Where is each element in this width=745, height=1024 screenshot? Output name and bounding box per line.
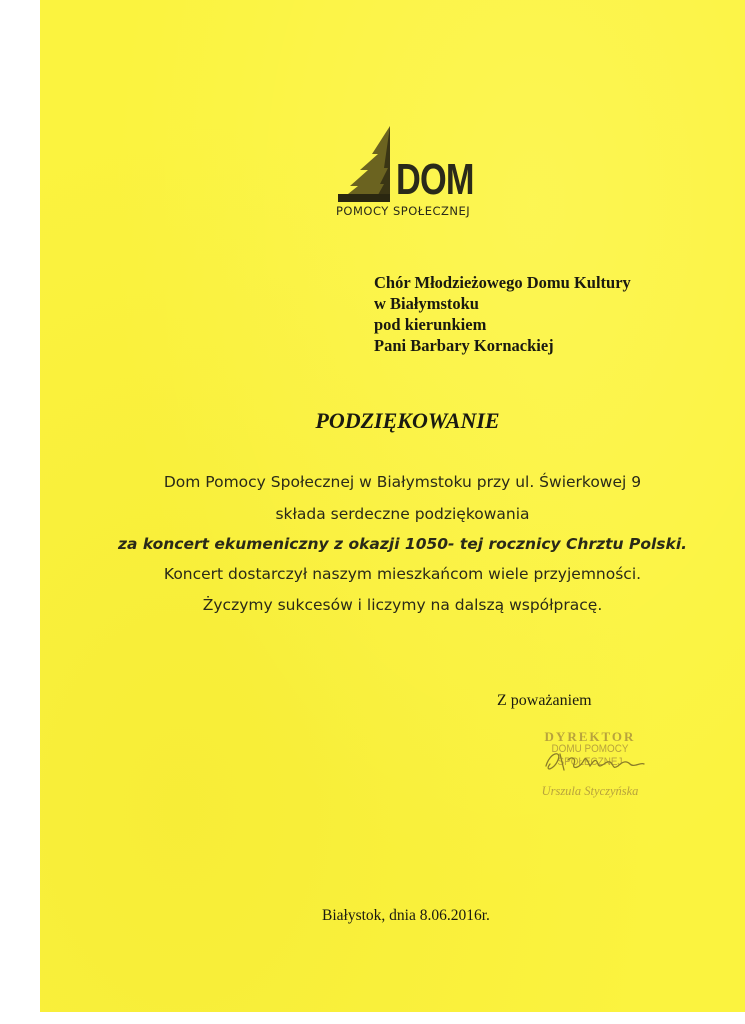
closing-phrase: Z poważaniem [497, 692, 592, 709]
body-line-1: Dom Pomocy Społecznej w Białymstoku przy ul. Świerkowej 9 [163, 473, 642, 491]
body-line-3: za koncert ekumeniczny z okazji 1050- tej rocznicy Chrztu Polski. [117, 535, 688, 553]
stamp-line-2: DOMU POMOCY SPOŁECZNEJ [551, 743, 629, 768]
logo-wordmark: DOM [396, 155, 474, 204]
letter-title: PODZIĘKOWANIE [315, 408, 500, 433]
logo-subtitle: POMOCY SPOŁECZNEJ [336, 204, 471, 218]
stamp-line-3: Urszula Styczyńska [541, 784, 639, 798]
addressee-line: Pani Barbary Kornackiej [374, 336, 554, 355]
addressee-line: Chór Młodzieżowego Domu Kultury [374, 273, 631, 292]
addressee-block [374, 272, 631, 356]
stamp-line-1: DYREKTOR [544, 729, 636, 744]
addressee-line: w Białymstoku [374, 294, 479, 313]
addressee-line: pod kierunkiem [374, 315, 487, 334]
body-line-2: składa serdeczne podziękowania [275, 505, 530, 523]
body-line-4: Koncert dostarczył naszym mieszkańcom wiele przyjemności. [163, 565, 642, 583]
body-line-5: Życzymy sukcesów i liczymy na dalszą współpracę. [202, 596, 603, 614]
signature-icon [540, 742, 660, 778]
place-and-date: Białystok, dnia 8.06.2016r. [322, 907, 490, 924]
